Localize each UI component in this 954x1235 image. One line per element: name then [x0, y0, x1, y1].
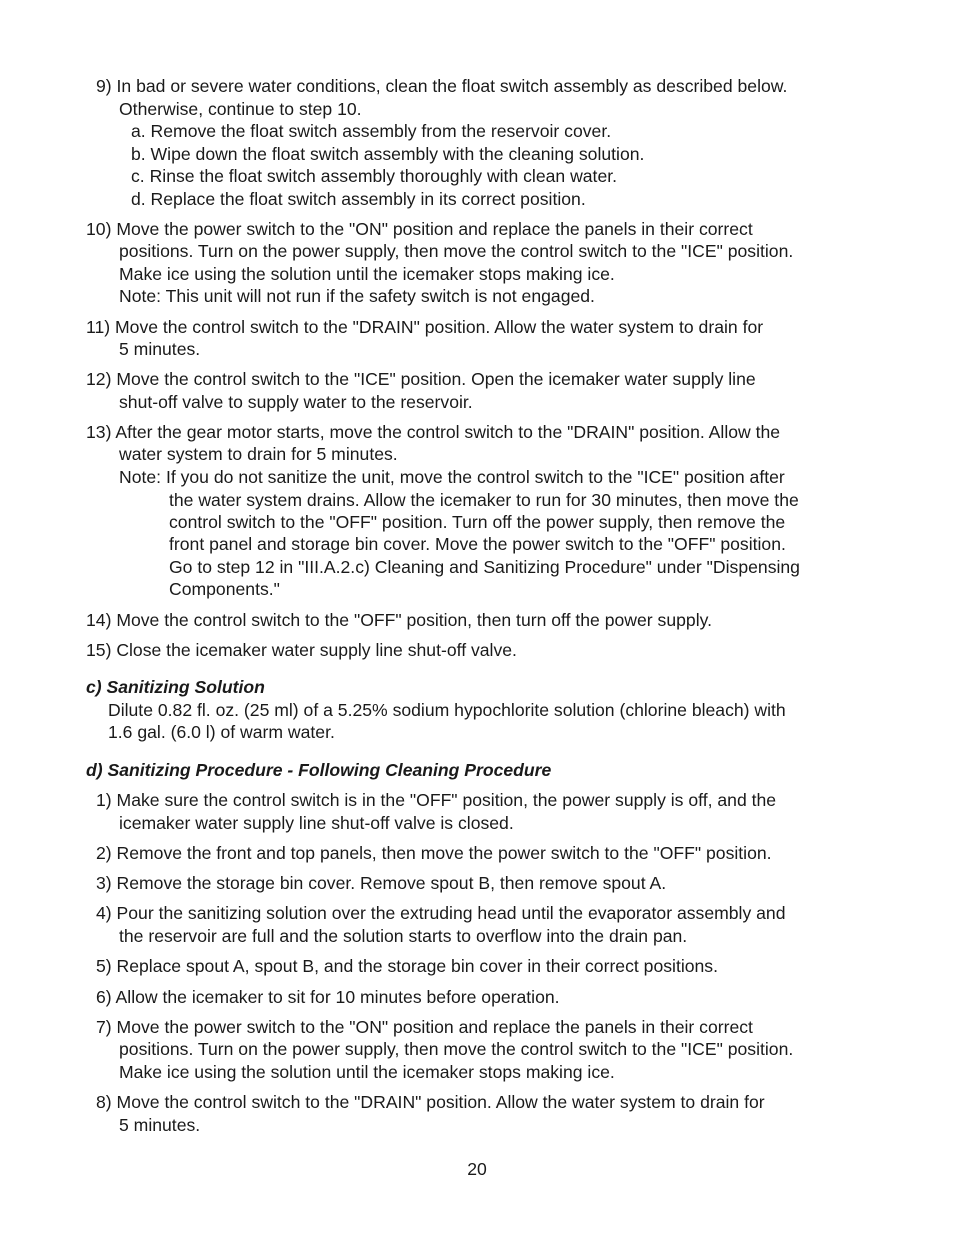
sanitizing-solution-line-2: 1.6 gal. (6.0 l) of warm water.: [108, 722, 335, 742]
procedure-step-8-line-2: 5 minutes.: [119, 1115, 201, 1135]
procedure-step-7-line-2: positions. Turn on the power supply, then move the control switch to the "ICE" position.: [119, 1039, 794, 1059]
procedure-step-8-line-1: 8) Move the control switch to the "DRAIN" position. Allow the water system to drain for: [96, 1092, 765, 1112]
procedure-step-2: 2) Remove the front and top panels, then move the power switch to the "OFF" position.: [96, 843, 772, 863]
step-12-line-2: shut-off valve to supply water to the reservoir.: [119, 392, 473, 412]
step-9-line-2: Otherwise, continue to step 10.: [119, 99, 362, 119]
step-9d: d. Replace the float switch assembly in its correct position.: [131, 189, 586, 209]
sanitizing-solution-line-1: Dilute 0.82 fl. oz. (25 ml) of a 5.25% sodium hypochlorite solution (chlorine bleach) with: [108, 700, 786, 720]
step-11-line-1: 11) Move the control switch to the "DRAIN" position. Allow the water system to drain for: [86, 317, 764, 337]
step-12-line-1: 12) Move the control switch to the "ICE" position. Open the icemaker water supply line: [86, 369, 756, 389]
procedure-step-3: 3) Remove the storage bin cover. Remove spout B, then remove spout A.: [96, 873, 667, 893]
sanitizing-solution-heading: c) Sanitizing Solution: [86, 677, 265, 697]
step-13-note-line-3: control switch to the "OFF" position. Turn off the power supply, then remove the: [169, 512, 786, 532]
step-9b: b. Wipe down the float switch assembly with the cleaning solution.: [131, 144, 645, 164]
step-13-note-line-5: Go to step 12 in "III.A.2.c) Cleaning and Sanitizing Procedure" under "Dispensing: [169, 557, 800, 577]
procedure-step-6: 6) Allow the icemaker to sit for 10 minutes before operation.: [96, 987, 560, 1007]
step-9-line-1: 9) In bad or severe water conditions, clean the float switch assembly as described below.: [96, 76, 788, 96]
procedure-step-7-line-1: 7) Move the power switch to the "ON" position and replace the panels in their correct: [96, 1017, 753, 1037]
step-10-line-1: 10) Move the power switch to the "ON" position and replace the panels in their correct: [86, 219, 753, 239]
step-10-line-2: positions. Turn on the power supply, then move the control switch to the "ICE" position.: [119, 241, 794, 261]
step-9a: a. Remove the float switch assembly from the reservoir cover.: [131, 121, 612, 141]
step-14: 14) Move the control switch to the "OFF" position, then turn off the power supply.: [86, 610, 712, 630]
step-13-note-line-4: front panel and storage bin cover. Move the power switch to the "OFF" position.: [169, 534, 786, 554]
step-13-line-1: 13) After the gear motor starts, move the control switch to the "DRAIN" position. Allow the: [86, 422, 781, 442]
procedure-step-5: 5) Replace spout A, spout B, and the storage bin cover in their correct positions.: [96, 956, 718, 976]
procedure-step-4-line-2: the reservoir are full and the solution starts to overflow into the drain pan.: [119, 926, 688, 946]
step-15: 15) Close the icemaker water supply line shut-off valve.: [86, 640, 517, 660]
step-11-line-2: 5 minutes.: [119, 339, 201, 359]
sanitizing-procedure-heading: d) Sanitizing Procedure - Following Cleaning Procedure: [86, 760, 552, 780]
procedure-step-1-line-2: icemaker water supply line shut-off valve is closed.: [119, 813, 514, 833]
procedure-step-1-line-1: 1) Make sure the control switch is in the "OFF" position, the power supply is off, and the: [96, 790, 777, 810]
step-13-line-2: water system to drain for 5 minutes.: [119, 444, 398, 464]
step-10-line-3: Make ice using the solution until the icemaker stops making ice.: [119, 264, 615, 284]
step-13-note-line-2: the water system drains. Allow the icemaker to run for 30 minutes, then move the: [169, 490, 799, 510]
step-10-note: Note: This unit will not run if the safety switch is not engaged.: [119, 286, 595, 306]
step-13-note-line-6: Components.": [169, 579, 280, 599]
page-number: 20: [467, 1159, 487, 1179]
step-13-note-line-1: Note: If you do not sanitize the unit, move the control switch to the "ICE" position after: [119, 467, 785, 487]
procedure-step-4-line-1: 4) Pour the sanitizing solution over the extruding head until the evaporator assembly and: [96, 903, 786, 923]
step-9c: c. Rinse the float switch assembly thoroughly with clean water.: [131, 166, 618, 186]
procedure-step-7-line-3: Make ice using the solution until the icemaker stops making ice.: [119, 1062, 615, 1082]
